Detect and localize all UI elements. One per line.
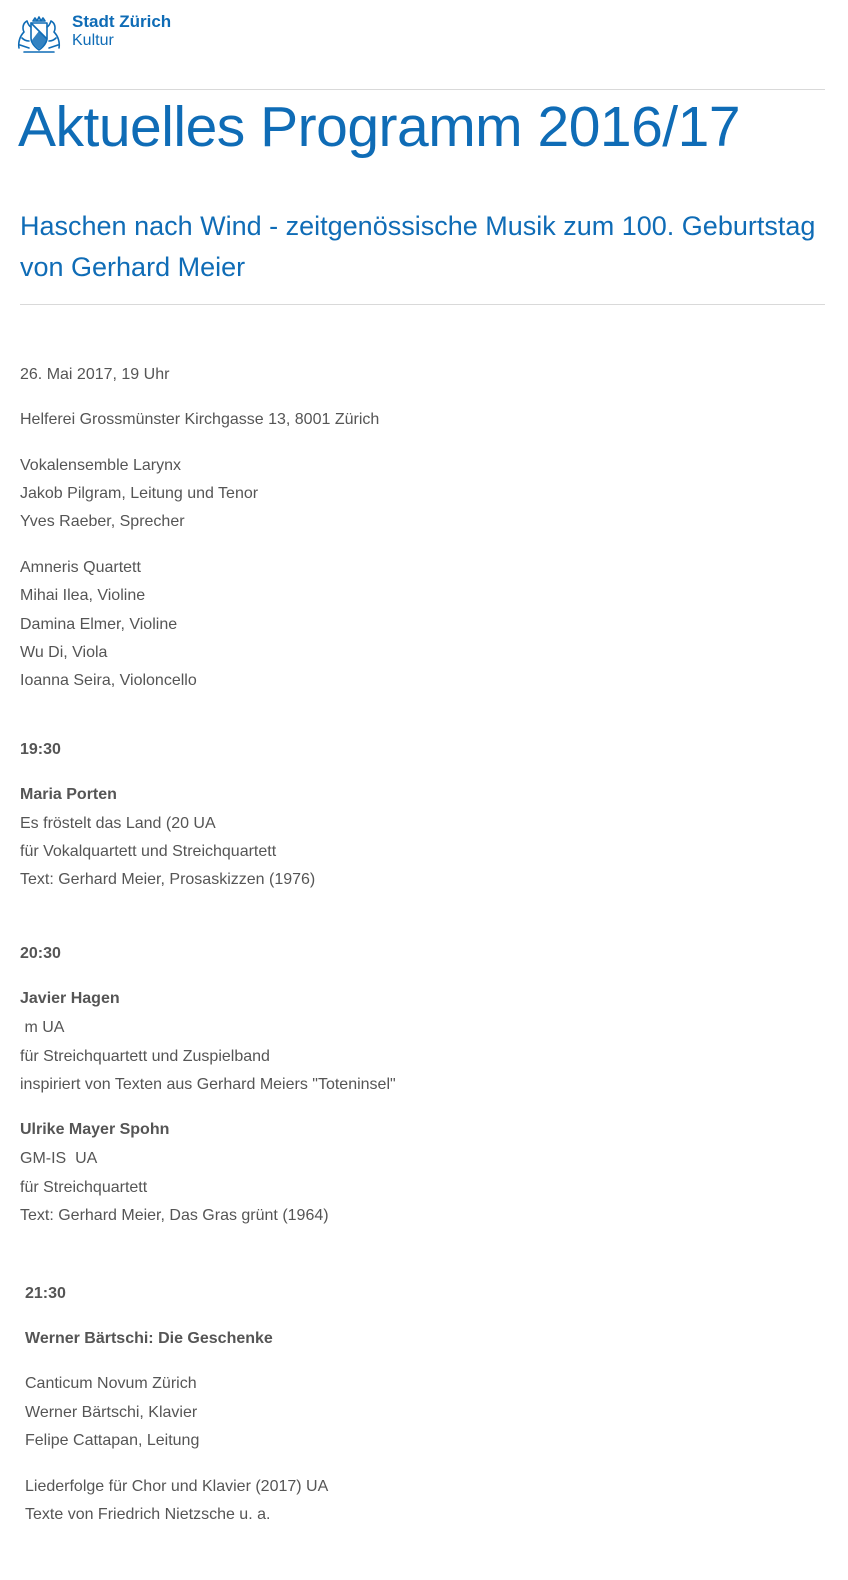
event-date: 26. Mai 2017, 19 Uhr	[20, 366, 170, 383]
event-title: Haschen nach Wind - zeitgenössische Musik zum 100. Geburtstag von Gerhard Meier	[20, 211, 816, 282]
work-line: m UA	[20, 1019, 65, 1036]
work-line: Text: Gerhard Meier, Prosaskizzen (1976)	[20, 871, 316, 888]
ensemble2-line: Damina Elmer, Violine	[20, 616, 178, 633]
work-line: Text: Gerhard Meier, Das Gras grünt (1964)	[20, 1207, 329, 1224]
composer-name: Javier Hagen	[20, 990, 120, 1007]
composer-name: Maria Porten	[20, 786, 117, 803]
work-line: Es fröstelt das Land (20 UA	[20, 815, 216, 832]
logo-subtitle[interactable]: Kultur	[72, 32, 114, 49]
slot-time: 21:30	[25, 1285, 66, 1302]
ensemble1-line: Vokalensemble Larynx	[20, 457, 181, 474]
site-header	[16, 12, 171, 56]
ensemble2-line: Wu Di, Viola	[20, 644, 108, 661]
page-title: Aktuelles Programm 2016/17	[18, 95, 741, 159]
composer-name: Werner Bärtschi: Die Geschenke	[25, 1330, 273, 1347]
work-line: GM-IS UA	[20, 1150, 98, 1167]
work-line: Texte von Friedrich Nietzsche u. a.	[25, 1506, 271, 1523]
logo-text[interactable]	[72, 12, 171, 50]
slot-time: 19:30	[20, 741, 61, 758]
work-line: Liederfolge für Chor und Klavier (2017) UA	[25, 1478, 329, 1495]
work-line: inspiriert von Texten aus Gerhard Meiers "Toteninsel"	[20, 1076, 396, 1093]
event-venue: Helferei Grossmünster Kirchgasse 13, 8001 Zürich	[20, 411, 380, 428]
event-divider	[20, 304, 825, 305]
composer-name: Ulrike Mayer Spohn	[20, 1121, 170, 1138]
work-line: für Vokalquartett und Streichquartett	[20, 843, 277, 860]
performer-line: Werner Bärtschi, Klavier	[25, 1404, 198, 1421]
work-line: für Streichquartett und Zuspielband	[20, 1048, 270, 1065]
ensemble2-line: Amneris Quartett	[20, 559, 141, 576]
logo-title[interactable]: Stadt Zürich	[72, 12, 172, 31]
zurich-crest-icon[interactable]	[16, 14, 62, 54]
ensemble2-line: Mihai Ilea, Violine	[20, 587, 146, 604]
performer-line: Felipe Cattapan, Leitung	[25, 1432, 200, 1449]
ensemble1-line: Yves Raeber, Sprecher	[20, 513, 185, 530]
header-divider	[20, 89, 825, 90]
work-line: für Streichquartett	[20, 1179, 148, 1196]
ensemble2-line: Ioanna Seira, Violoncello	[20, 672, 197, 689]
performer-line: Canticum Novum Zürich	[25, 1375, 197, 1392]
ensemble1-line: Jakob Pilgram, Leitung und Tenor	[20, 485, 259, 502]
slot-time: 20:30	[20, 945, 61, 962]
